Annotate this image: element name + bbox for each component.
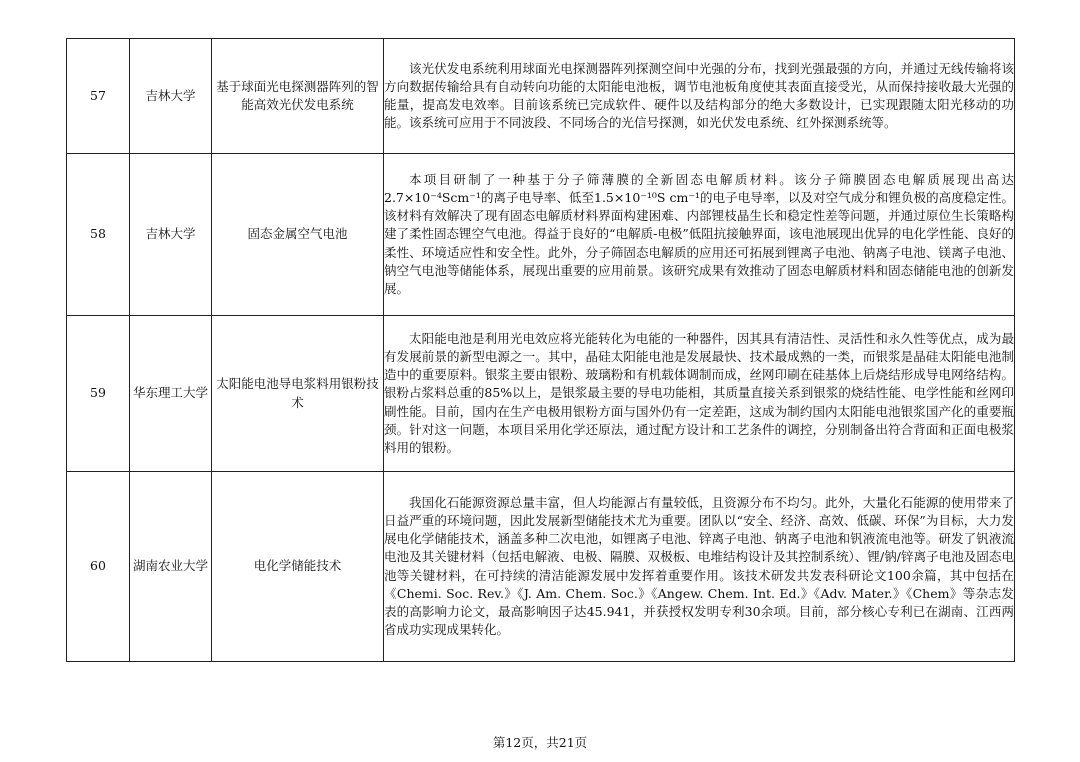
description-text: 本项目研制了一种基于分子筛薄膜的全新固态电解质材料。该分子筛膜固态电解质展现出高达2.7×10⁻⁴Scm⁻¹的离子电导率、低至1.5×10⁻¹⁰S cm⁻¹的电子电导率，以及对空气成分和锂负极的高度稳定性。该材料有效解决了现有固态电解质材料界面构建困难、内部锂枝晶生长和稳定性差等问题，并通过原位生长策略构建了柔性固态锂空气电池。得益于良好的“电解质-电极”低阻抗接触界面，该电池展现出优异的电化学性能、良好的柔性、环境适应性和安全性。此外，分子筛固态电解质的应用还可拓展到锂离子电池、钠离子电池、镁离子电池、钠空气电池等储能体系，展现出重要的应用前景。该研究成果有效推动了固态电解质材料和固态储能电池的创新发展。 bbox=[384, 171, 1014, 296]
project-description bbox=[384, 316, 1015, 472]
project-name: 基于球面光电探测器阵列的智能高效光伏发电系统 bbox=[212, 39, 384, 154]
table-row bbox=[67, 472, 1015, 662]
project-name: 电化学储能技术 bbox=[212, 472, 384, 662]
table-row bbox=[67, 154, 1015, 316]
university-name: 华东理工大学 bbox=[130, 316, 212, 472]
table-row bbox=[67, 39, 1015, 154]
table-row bbox=[67, 316, 1015, 472]
university-name: 湖南农业大学 bbox=[130, 472, 212, 662]
row-number: 58 bbox=[67, 154, 130, 316]
university-name: 吉林大学 bbox=[130, 39, 212, 154]
project-description bbox=[384, 154, 1015, 316]
description-text: 该光伏发电系统利用球面光电探测器阵列探测空间中光强的分布，找到光强最强的方向，并通过无线传输将该方向数据传输给具有自动转向功能的太阳能电池板，调节电池板角度使其表面直接受光，从而保持接收最大光强的能量，提高发电效率。目前该系统已完成软件、硬件以及结构部分的绝大多数设计，已实现跟随太阳光移动的功能。该系统可应用于不同波段、不同场合的光信号探测，如光伏发电系统、红外探测系统等。 bbox=[384, 60, 1014, 131]
row-number: 59 bbox=[67, 316, 130, 472]
description-text: 太阳能电池是利用光电效应将光能转化为电能的一种器件，因其具有清洁性、灵活性和永久性等优点，成为最有发展前景的新型电源之一。其中，晶硅太阳能电池是发展最快、技术最成熟的一类，而银浆是晶硅太阳能电池制造中的重要原料。银浆主要由银粉、玻璃粉和有机载体调制而成，丝网印刷在硅基体上后烧结形成导电网络结构。银粉占浆料总重的85%以上，是银浆最主要的导电功能相，其质量直接关系到银浆的烧结性能、电学性能和丝网印刷性能。目前，国内在生产电极用银粉方面与国外仍有一定差距，这成为制约国内太阳能电池银浆国产化的重要瓶颈。针对这一问题，本项目采用化学还原法，通过配方设计和工艺条件的调控，分别制备出符合背面和正面电极浆料用的银粉。 bbox=[384, 330, 1014, 455]
page-number: 第12页，共21页 bbox=[492, 735, 588, 750]
project-description bbox=[384, 472, 1015, 662]
project-name: 固态金属空气电池 bbox=[212, 154, 384, 316]
description-text: 我国化石能源资源总量丰富，但人均能源占有量较低，且资源分布不均匀。此外，大量化石能源的使用带来了日益严重的环境问题，因此发展新型储能技术尤为重要。团队以“安全、经济、高效、低碳、环保”为目标，大力发展电化学储能技术，涵盖多种二次电池，如锂离子电池、锌离子电池、钠离子电池和钒液流电池等。研发了钒液流电池及其关键材料（包括电解液、电极、隔膜、双极板、电堆结构设计及其控制系统）、锂/钠/锌离子电池及固态电池等关键材料，在可持续的清洁能源发展中发挥着重要作用。该技术研发共发表科研论文100余篇，其中包括在《Chemi. Soc. Rev.》《J. Am. Chem. Soc.》《Angew. Chem. Int. Ed.》《Adv. Mater.》《Chem》等杂志发表的高影响力论文，最高影响因子达45.941，并获授权发明专利30余项。目前，部分核心专利已在湖南、江西两省成功实现成果转化。 bbox=[384, 494, 1014, 638]
row-number: 60 bbox=[67, 472, 130, 662]
project-name: 太阳能电池导电浆料用银粉技术 bbox=[212, 316, 384, 472]
university-name: 吉林大学 bbox=[130, 154, 212, 316]
project-description bbox=[384, 39, 1015, 154]
project-table bbox=[66, 38, 1015, 662]
row-number: 57 bbox=[67, 39, 130, 154]
